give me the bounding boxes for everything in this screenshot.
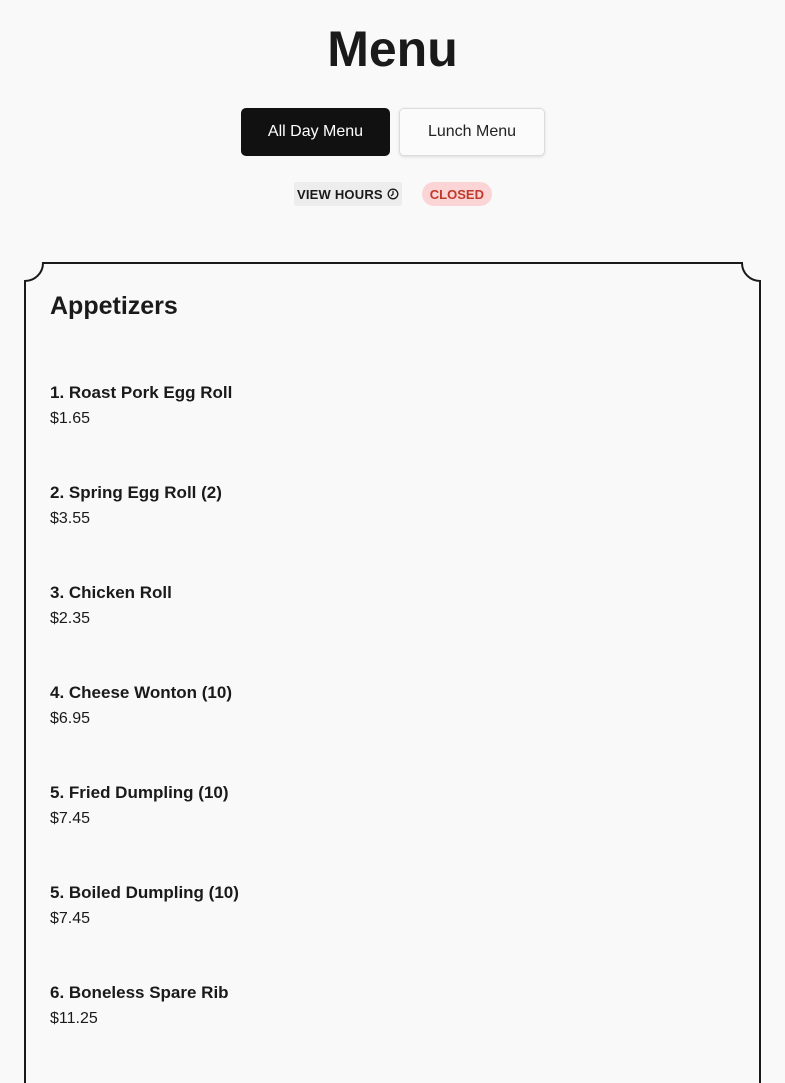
status-row [294, 182, 492, 206]
menu-item-name: 3. Chicken Roll [50, 583, 172, 602]
clock-icon [387, 188, 399, 200]
menu-item-price: $2.35 [50, 610, 91, 627]
menu-item[interactable] [50, 481, 239, 581]
menu-item[interactable] [50, 381, 239, 481]
menu-item-price: $1.65 [50, 410, 91, 427]
menu-item[interactable] [50, 781, 239, 881]
menu-item-name: 5. Boiled Dumpling (10) [50, 883, 239, 902]
menu-item-name: 5. Fried Dumpling (10) [50, 783, 229, 802]
menu-item-price: $7.45 [50, 910, 91, 927]
page-title: Menu [327, 21, 458, 77]
status-badge: CLOSED [422, 182, 492, 206]
menu-item-list [50, 381, 239, 1081]
menu-item[interactable] [50, 981, 239, 1081]
menu-item-name: 4. Cheese Wonton (10) [50, 683, 232, 702]
menu-item-name: 6. Boneless Spare Rib [50, 983, 229, 1002]
menu-item-name: 1. Roast Pork Egg Roll [50, 383, 233, 402]
menu-item[interactable] [50, 581, 239, 681]
view-hours-label: VIEW HOURS [297, 186, 383, 202]
menu-item-price: $7.45 [50, 810, 91, 827]
menu-item-name: 2. Spring Egg Roll (2) [50, 483, 222, 502]
menu-tabs [241, 108, 545, 156]
view-hours-button[interactable] [294, 182, 402, 206]
menu-item-price: $6.95 [50, 710, 91, 727]
section-title: Appetizers [50, 292, 178, 320]
menu-item-price: $3.55 [50, 510, 91, 527]
menu-item-price: $11.25 [50, 1010, 98, 1027]
tab-all-day-menu[interactable]: All Day Menu [241, 108, 390, 156]
menu-item[interactable] [50, 681, 239, 781]
menu-item[interactable] [50, 881, 239, 981]
tab-lunch-menu[interactable]: Lunch Menu [399, 108, 545, 156]
